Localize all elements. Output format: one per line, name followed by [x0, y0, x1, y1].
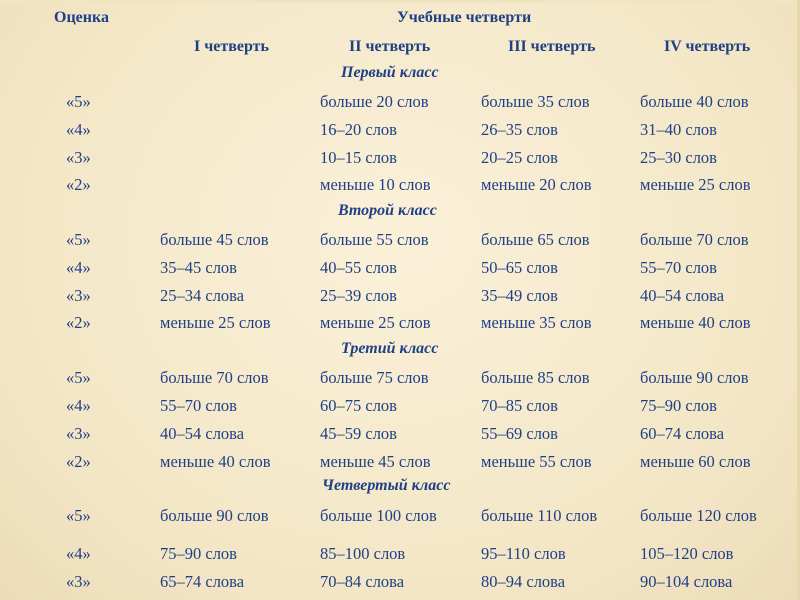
quarter-1-cell: меньше 40 слов [160, 452, 271, 471]
quarter-4-cell: 105–120 слов [640, 544, 734, 563]
header-grade: Оценка [54, 9, 109, 26]
quarter-1-cell: больше 70 слов [160, 368, 269, 387]
quarter-2-cell: больше 20 слов [320, 92, 429, 111]
table-row [0, 504, 800, 528]
table-row [0, 256, 800, 280]
quarter-3-cell: 70–85 слов [481, 396, 558, 415]
quarter-4-cell: 55–70 слов [640, 258, 717, 277]
grade-cell: «4» [66, 120, 91, 139]
grade-cell: «5» [66, 230, 91, 249]
quarter-3-cell: 55–69 слов [481, 424, 558, 443]
quarter-3-cell: 80–94 слова [481, 572, 566, 591]
header-q4: IV четверть [664, 38, 751, 55]
group-title: Второй класс [338, 202, 437, 219]
quarter-4-cell: 25–30 слов [640, 148, 717, 167]
table-row [0, 90, 800, 114]
grade-cell: «4» [66, 396, 91, 415]
quarter-3-cell: больше 35 слов [481, 92, 590, 111]
header-q3: III четверть [508, 38, 596, 55]
header-q1: I четверть [194, 38, 269, 55]
quarter-4-cell: 31–40 слов [640, 120, 717, 139]
quarter-4-cell: 90–104 слова [640, 572, 733, 591]
quarter-2-cell: 25–39 слов [320, 286, 397, 305]
grade-cell: «3» [66, 148, 91, 167]
quarter-2-cell: 10–15 слов [320, 148, 397, 167]
grade-cell: «5» [66, 92, 91, 111]
quarter-2-cell: 85–100 слов [320, 544, 406, 563]
quarter-2-cell: больше 75 слов [320, 368, 429, 387]
table-row [0, 311, 800, 335]
quarter-1-cell: больше 45 слов [160, 230, 269, 249]
quarter-4-cell: 60–74 слова [640, 424, 725, 443]
quarter-2-cell: меньше 45 слов [320, 452, 431, 471]
quarter-4-cell: 40–54 слова [640, 286, 725, 305]
quarter-3-cell: больше 85 слов [481, 368, 590, 387]
header-q2: II четверть [349, 38, 431, 55]
quarter-3-cell: 95–110 слов [481, 544, 566, 563]
table-row [0, 450, 800, 474]
quarter-2-cell: больше 55 слов [320, 230, 429, 249]
table-row [0, 284, 800, 308]
quarter-2-cell: 60–75 слов [320, 396, 397, 415]
quarter-4-cell: больше 70 слов [640, 230, 749, 249]
quarter-3-cell: меньше 20 слов [481, 175, 592, 194]
table-row [0, 146, 800, 170]
quarter-1-cell: больше 90 слов [160, 506, 269, 525]
grade-cell: «2» [66, 175, 91, 194]
quarter-3-cell: меньше 35 слов [481, 313, 592, 332]
quarter-1-cell: 55–70 слов [160, 396, 237, 415]
quarter-2-cell: 40–55 слов [320, 258, 397, 277]
header-quarters-title: Учебные четверти [397, 9, 532, 26]
quarter-3-cell: 35–49 слов [481, 286, 558, 305]
quarter-2-cell: 70–84 слова [320, 572, 405, 591]
quarter-1-cell: 65–74 слова [160, 572, 245, 591]
grade-cell: «4» [66, 544, 91, 563]
table-row [0, 228, 800, 252]
group-title: Первый класс [341, 64, 439, 81]
quarter-1-cell: 40–54 слова [160, 424, 245, 443]
quarter-4-cell: меньше 60 слов [640, 452, 751, 471]
grade-cell: «3» [66, 424, 91, 443]
quarter-3-cell: 26–35 слов [481, 120, 558, 139]
grade-cell: «2» [66, 452, 91, 471]
grade-cell: «5» [66, 506, 91, 525]
quarter-1-cell: 25–34 слова [160, 286, 245, 305]
grade-cell: «3» [66, 286, 91, 305]
quarter-3-cell: больше 110 слов [481, 506, 598, 525]
quarter-3-cell: больше 65 слов [481, 230, 590, 249]
quarter-4-cell: меньше 25 слов [640, 175, 751, 194]
table-row [0, 394, 800, 418]
quarter-3-cell: 20–25 слов [481, 148, 558, 167]
table-row [0, 173, 800, 197]
grade-cell: «4» [66, 258, 91, 277]
table-row [0, 366, 800, 390]
quarter-4-cell: меньше 40 слов [640, 313, 751, 332]
quarter-2-cell: меньше 25 слов [320, 313, 431, 332]
grade-cell: «3» [66, 572, 91, 591]
quarter-4-cell: больше 40 слов [640, 92, 749, 111]
group-title: Третий класс [341, 340, 439, 357]
grade-cell: «2» [66, 313, 91, 332]
quarter-2-cell: 45–59 слов [320, 424, 397, 443]
quarter-4-cell: больше 120 слов [640, 506, 757, 525]
quarter-1-cell: 35–45 слов [160, 258, 237, 277]
table-row [0, 542, 800, 566]
grade-cell: «5» [66, 368, 91, 387]
quarter-4-cell: 75–90 слов [640, 396, 717, 415]
quarter-1-cell: меньше 25 слов [160, 313, 271, 332]
quarter-2-cell: больше 100 слов [320, 506, 437, 525]
quarter-4-cell: больше 90 слов [640, 368, 749, 387]
table-row [0, 422, 800, 446]
quarter-3-cell: 50–65 слов [481, 258, 558, 277]
table-row [0, 118, 800, 142]
group-title: Четвертый класс [322, 477, 451, 494]
quarter-1-cell: 75–90 слов [160, 544, 237, 563]
quarter-3-cell: меньше 55 слов [481, 452, 592, 471]
quarter-2-cell: меньше 10 слов [320, 175, 431, 194]
table-row [0, 570, 800, 594]
quarter-2-cell: 16–20 слов [320, 120, 397, 139]
